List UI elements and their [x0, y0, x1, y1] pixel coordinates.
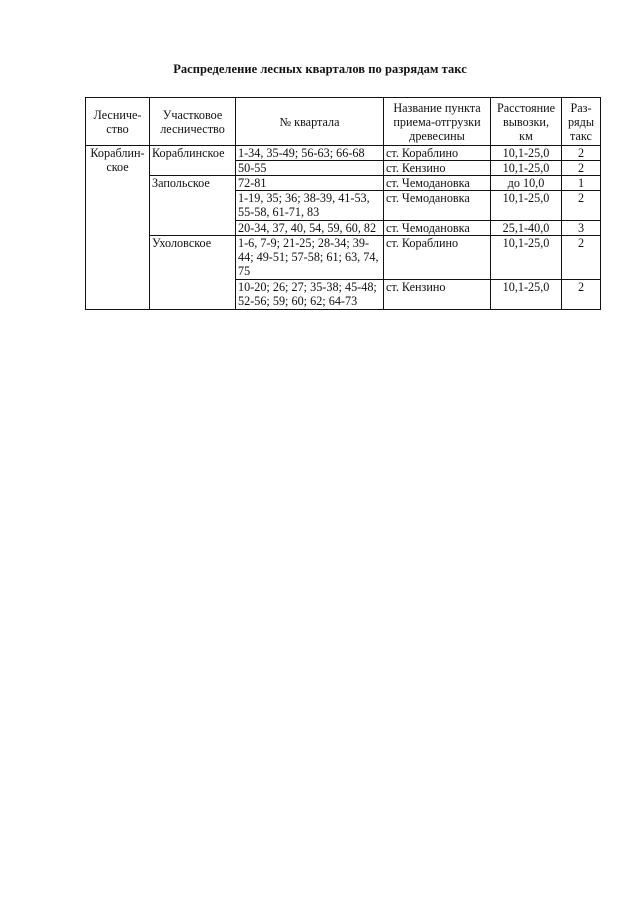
cell-quarters: 1-19, 35; 36; 38-39, 41-53, 55-58, 61-71, 83: [236, 191, 384, 221]
cell-point: ст. Чемодановка: [384, 221, 491, 236]
header-point: Название пункта приема-отгрузки древесины: [384, 98, 491, 146]
cell-quarters: 50-55: [236, 161, 384, 176]
header-distance: Расстояние вывозки, км: [491, 98, 562, 146]
table-row: [86, 176, 601, 191]
header-forestry: Лесниче- ство: [86, 98, 150, 146]
cell-point: ст. Чемодановка: [384, 176, 491, 191]
table-row: [86, 236, 601, 280]
cell-distance: 10,1-25,0: [491, 161, 562, 176]
document-title: Распределение лесных кварталов по разрядам такс: [173, 62, 467, 76]
cell-distance: 25,1-40,0: [491, 221, 562, 236]
cell-quarters: 20-34, 37, 40, 54, 59, 60, 82: [236, 221, 384, 236]
header-district: Участковое лесничество: [150, 98, 236, 146]
cell-district: Ухоловское: [150, 236, 236, 310]
cell-point: ст. Кензино: [384, 161, 491, 176]
cell-grade: 1: [562, 176, 601, 191]
cell-point: ст. Чемодановка: [384, 191, 491, 221]
cell-point: ст. Кораблино: [384, 146, 491, 161]
forest-quarters-table: [85, 97, 601, 310]
cell-grade: 2: [562, 191, 601, 221]
cell-point: ст. Кораблино: [384, 236, 491, 280]
cell-district: Кораблинское: [150, 146, 236, 176]
cell-quarters: 72-81: [236, 176, 384, 191]
cell-distance: 10,1-25,0: [491, 146, 562, 161]
cell-grade: 3: [562, 221, 601, 236]
cell-quarters: 10-20; 26; 27; 35-38; 45-48; 52-56; 59; 60; 62; 64-73: [236, 280, 384, 310]
cell-district: Запольское: [150, 176, 236, 236]
cell-distance: 10,1-25,0: [491, 191, 562, 221]
table-header-row: [86, 98, 601, 146]
header-grade: Раз- ряды такс: [562, 98, 601, 146]
cell-grade: 2: [562, 146, 601, 161]
cell-grade: 2: [562, 161, 601, 176]
cell-distance: до 10,0: [491, 176, 562, 191]
table-row: [86, 146, 601, 161]
cell-quarters: 1-34, 35-49; 56-63; 66-68: [236, 146, 384, 161]
cell-forestry: Кораблин- ское: [86, 146, 150, 310]
header-quarter: № квартала: [236, 98, 384, 146]
cell-quarters: 1-6, 7-9; 21-25; 28-34; 39-44; 49-51; 57-58; 61; 63, 74, 75: [236, 236, 384, 280]
cell-point: ст. Кензино: [384, 280, 491, 310]
cell-distance: 10,1-25,0: [491, 236, 562, 280]
cell-grade: 2: [562, 236, 601, 280]
cell-grade: 2: [562, 280, 601, 310]
cell-distance: 10,1-25,0: [491, 280, 562, 310]
